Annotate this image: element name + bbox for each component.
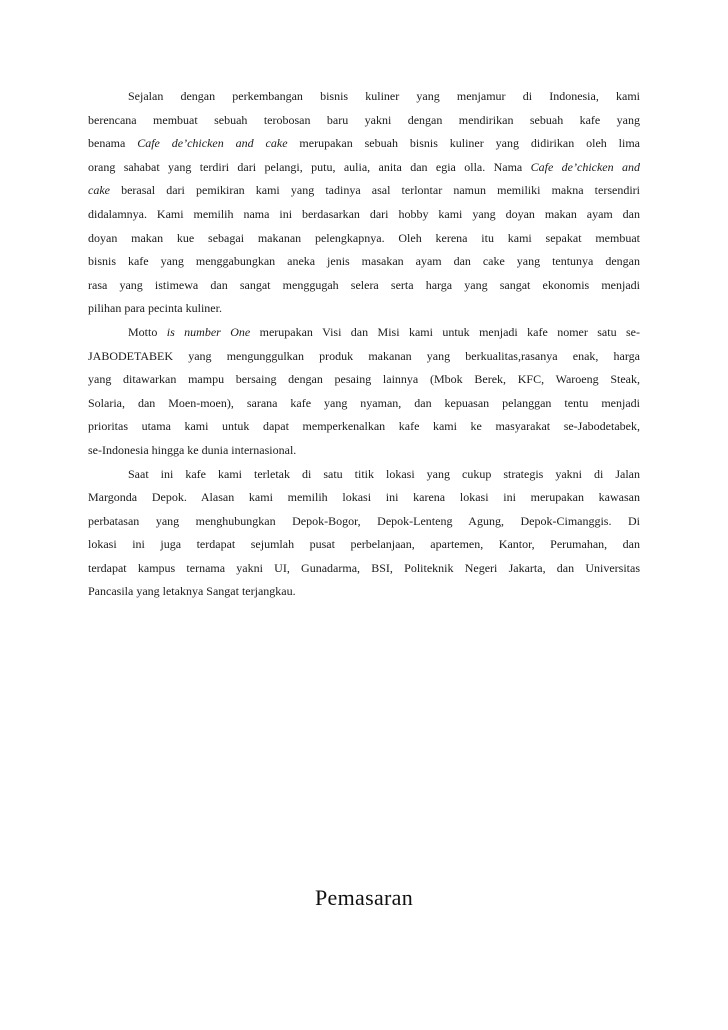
text-segment: merupakan sebuah bisnis kuliner yang didirikan oleh lima bbox=[287, 136, 640, 151]
text-line bbox=[88, 533, 640, 557]
text-line bbox=[88, 132, 640, 156]
text-line bbox=[88, 297, 640, 321]
text-line bbox=[88, 109, 640, 133]
text-line bbox=[88, 368, 640, 392]
text-segment: prioritas utama kami untuk dapat memperkenalkan kafe kami ke masyarakat se-Jabodetabek, bbox=[88, 419, 640, 434]
text-segment: perbatasan yang menghubungkan Depok-Bogor, Depok-Lenteng Agung, Depok-Cimanggis. Di bbox=[88, 513, 640, 528]
italic-text: is number One bbox=[166, 324, 251, 339]
text-line bbox=[88, 156, 640, 180]
text-segment: Pancasila yang letaknya Sangat terjangkau. bbox=[88, 584, 296, 599]
text-line bbox=[88, 250, 640, 274]
italic-text: Cafe de’chicken and cake bbox=[137, 136, 288, 151]
text-line bbox=[88, 510, 640, 534]
text-line bbox=[88, 415, 640, 439]
text-segment: berasal dari pemikiran kami yang tadinya asal terlontar namun memiliki makna tersendiri bbox=[109, 183, 640, 198]
text-segment: Margonda Depok. Alasan kami memilih lokasi ini karena lokasi ini merupakan kawasan bbox=[88, 490, 640, 505]
text-segment: Sejalan dengan perkembangan bisnis kuliner yang menjamur di Indonesia, kami bbox=[128, 89, 640, 103]
text-segment: doyan makan kue sebagai makanan pelengkapnya. Oleh kerena itu kami sepakat membuat bbox=[88, 230, 640, 245]
paragraph bbox=[88, 463, 640, 605]
text-segment: didalamnya. Kami memilih nama ini berdasarkan dari hobby kami yang doyan makan ayam dan bbox=[88, 206, 640, 221]
text-line bbox=[88, 321, 640, 345]
text-segment: rasa yang istimewa dan sangat menggugah selera serta harga yang sangat ekonomis menjadi bbox=[88, 277, 640, 292]
text-line bbox=[88, 439, 640, 463]
text-segment: benama bbox=[88, 136, 138, 151]
text-segment: JABODETABEK yang mengunggulkan produk makanan yang berkualitas,rasanya enak, harga bbox=[88, 348, 640, 363]
text-line bbox=[88, 85, 640, 109]
text-segment: merupakan Visi dan Misi kami untuk menjadi kafe nomer satu se- bbox=[250, 324, 640, 339]
text-segment: Saat ini kafe kami terletak di satu titik lokasi yang cukup strategis yakni di Jalan bbox=[128, 466, 640, 481]
text-line bbox=[88, 203, 640, 227]
paragraph bbox=[88, 85, 640, 321]
italic-text: Cafe de’chicken and bbox=[530, 159, 640, 174]
section-heading: Pemasaran bbox=[315, 885, 413, 910]
text-line bbox=[88, 227, 640, 251]
text-line bbox=[88, 345, 640, 369]
text-line bbox=[88, 392, 640, 416]
text-segment: orang sahabat yang terdiri dari pelangi, putu, aulia, anita dan egia olla. Nama bbox=[88, 159, 531, 174]
text-segment: Solaria, dan Moen-moen), sarana kafe yang nyaman, dan kepuasan pelanggan tentu menjadi bbox=[88, 395, 640, 410]
text-segment: berencana membuat sebuah terobosan baru yakni dengan mendirikan sebuah kafe yang bbox=[88, 112, 640, 127]
text-line bbox=[88, 274, 640, 298]
text-segment: lokasi ini juga terdapat sejumlah pusat perbelanjaan, apartemen, Kantor, Perumahan, dan bbox=[88, 537, 640, 552]
text-segment: yang ditawarkan mampu bersaing dengan pesaing lainnya (Mbok Berek, KFC, Waroeng Steak, bbox=[88, 372, 640, 387]
text-segment: bisnis kafe yang menggabungkan aneka jenis masakan ayam dan cake yang tentunya dengan bbox=[88, 254, 640, 269]
text-line bbox=[88, 580, 640, 604]
text-line bbox=[88, 463, 640, 487]
italic-text: cake bbox=[88, 183, 110, 198]
text-segment: Motto bbox=[128, 324, 167, 339]
body-text bbox=[88, 85, 640, 604]
text-line bbox=[88, 486, 640, 510]
text-segment: terdapat kampus ternama yakni UI, Gunadarma, BSI, Politeknik Negeri Jakarta, dan Universitas bbox=[88, 560, 640, 575]
text-line bbox=[88, 557, 640, 581]
text-segment: se-Indonesia hingga ke dunia internasional. bbox=[88, 442, 297, 457]
text-segment: pilihan para pecinta kuliner. bbox=[88, 301, 222, 316]
text-line bbox=[88, 179, 640, 203]
paragraph bbox=[88, 321, 640, 463]
